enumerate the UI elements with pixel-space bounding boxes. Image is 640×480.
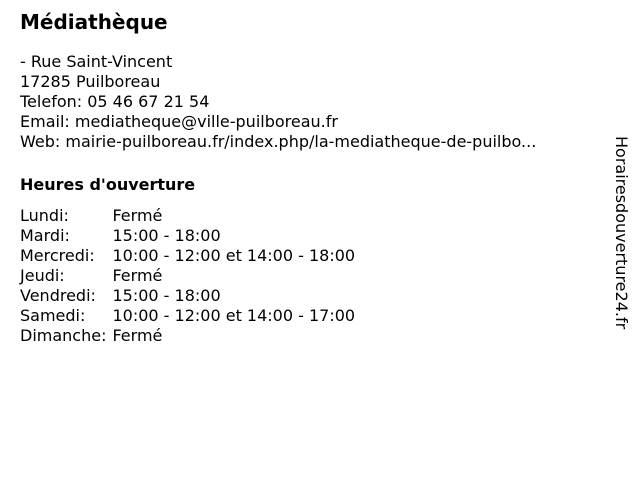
day-hours: 15:00 - 18:00 xyxy=(112,226,221,245)
hours-row-wednesday xyxy=(20,246,355,266)
day-label: Jeudi: xyxy=(20,266,65,285)
day-label: Lundi: xyxy=(20,206,69,225)
hours-row-monday xyxy=(20,206,355,226)
hours-row-sunday xyxy=(20,326,355,346)
day-label: Dimanche: xyxy=(20,326,107,345)
day-hours: 15:00 - 18:00 xyxy=(112,286,221,305)
opening-hours-table xyxy=(20,206,355,346)
hours-row-thursday xyxy=(20,266,355,286)
opening-hours-card xyxy=(20,10,600,346)
day-hours: Fermé xyxy=(112,206,163,225)
address-street: - Rue Saint-Vincent xyxy=(20,52,173,71)
place-title: Médiathèque xyxy=(20,10,168,34)
day-hours: 10:00 - 12:00 et 14:00 - 17:00 xyxy=(112,306,356,325)
day-hours: 10:00 - 12:00 et 14:00 - 18:00 xyxy=(112,246,356,265)
hours-row-saturday xyxy=(20,306,355,326)
day-hours: Fermé xyxy=(112,266,163,285)
address-block xyxy=(20,52,600,152)
day-label: Vendredi: xyxy=(20,286,96,305)
website-url: Web: mairie-puilboreau.fr/index.php/la-mediatheque-de-puilbo... xyxy=(20,132,537,151)
day-label: Mercredi: xyxy=(20,246,95,265)
email-address: Email: mediatheque@ville-puilboreau.fr xyxy=(20,112,338,131)
hours-row-tuesday xyxy=(20,226,355,246)
day-label: Samedi: xyxy=(20,306,86,325)
phone-number: Telefon: 05 46 67 21 54 xyxy=(20,92,210,111)
site-watermark: Horairesdouverture24.fr xyxy=(612,136,631,330)
address-city: 17285 Puilboreau xyxy=(20,72,161,91)
hours-row-friday xyxy=(20,286,355,306)
opening-hours-heading: Heures d'ouverture xyxy=(20,175,196,194)
day-label: Mardi: xyxy=(20,226,70,245)
day-hours: Fermé xyxy=(112,326,163,345)
